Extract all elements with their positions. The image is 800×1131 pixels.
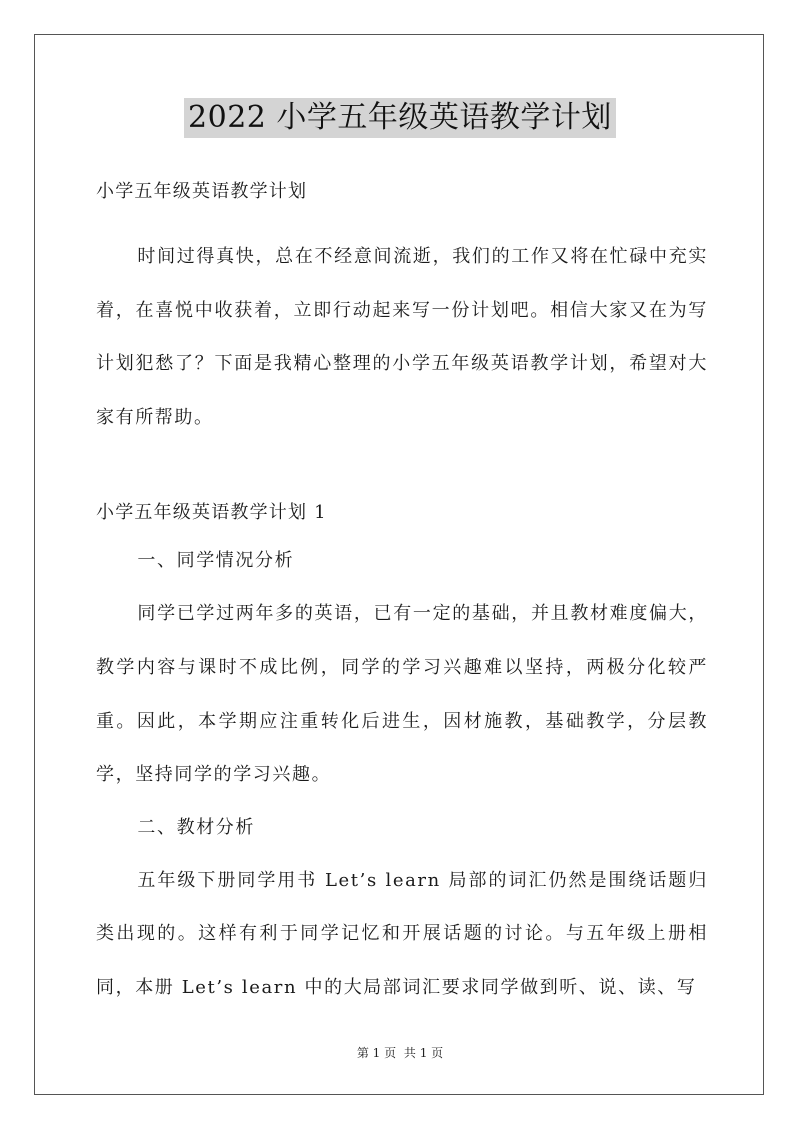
page-total: 共 1 页 (403, 1046, 444, 1060)
title-container (0, 98, 800, 138)
spacer (96, 214, 708, 230)
document-body (96, 170, 708, 1015)
section-heading: 小学五年级英语教学计划 1 (96, 502, 327, 524)
intro-paragraph: 时间过得真快，总在不经意间流逝，我们的工作又将在忙碌中充实着，在喜悦中收获着，立即行动起来写一份计划吧。相信大家又在为写计划犯愁了？下面是我精心整理的小学五年级英语教学计划，希望对大家有所帮助。 (96, 246, 708, 428)
document-title: 2022 小学五年级英语教学计划 (184, 98, 616, 138)
page-footer (0, 1045, 800, 1061)
page-number: 第 1 页 (356, 1046, 397, 1060)
intro-heading: 小学五年级英语教学计划 (96, 181, 308, 202)
part-one-paragraph: 同学已学过两年多的英语，已有一定的基础，并且教材难度偏大，教学内容与课时不成比例，同学的学习兴趣难以坚持，两极分化较严重。因此，本学期应注重转化后进生，因材施教，基础教学，分层教学，坚持同学的学习兴趣。 (96, 603, 708, 786)
part-two-paragraph: 五年级下册同学用书 Let’s learn 局部的词汇仍然是围绕话题归类出现的。这样有利于同学记忆和开展话题的讨论。与五年级上册相同，本册 Let’s learn 中的大局部词汇要求同学做到听、说、读、写 (96, 869, 708, 998)
spacer (96, 444, 708, 491)
part-two-heading: 二、教材分析 (137, 816, 255, 838)
part-one-heading: 一、同学情况分析 (137, 550, 295, 572)
